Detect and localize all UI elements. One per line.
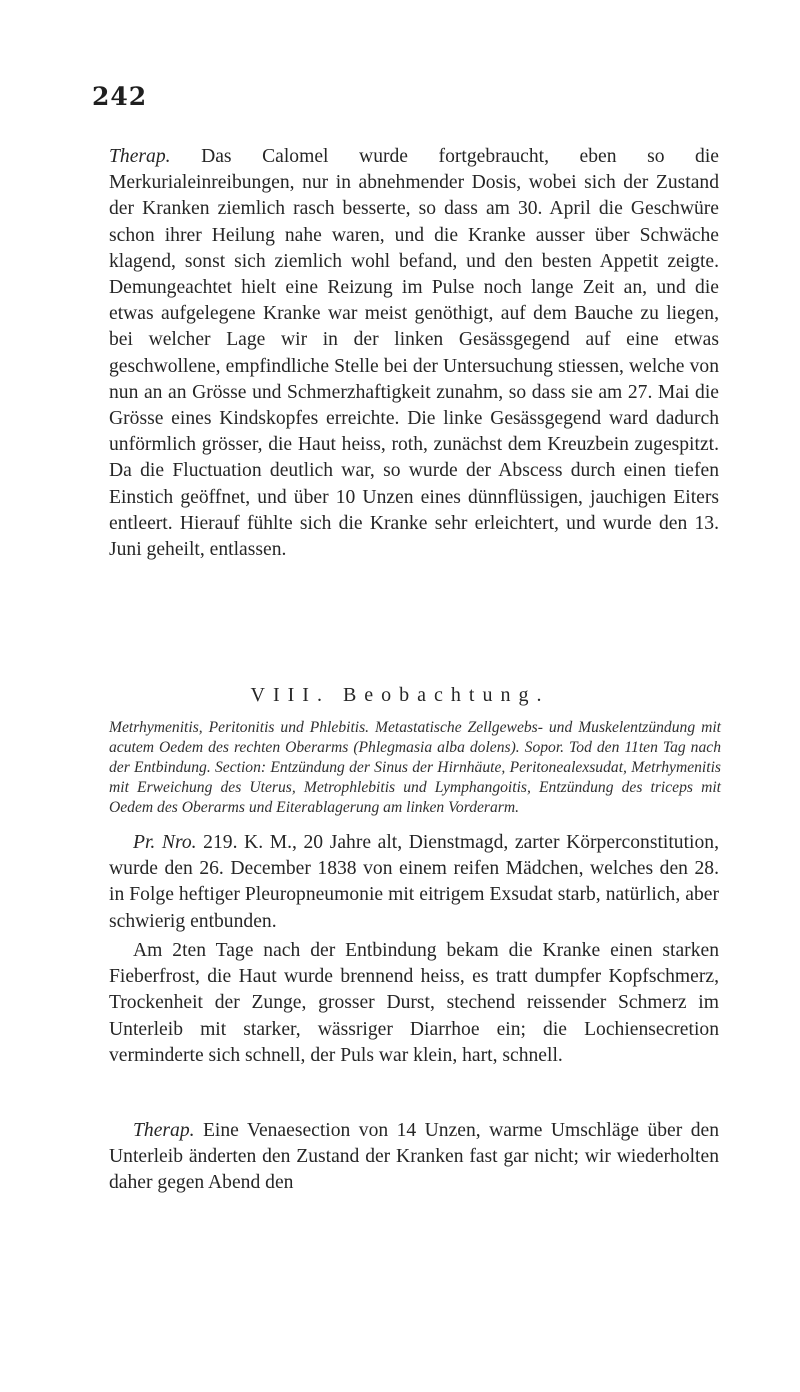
section-heading: VIII. Beobachtung. bbox=[250, 684, 550, 706]
case-number-label: Pr. Nro. bbox=[133, 832, 197, 853]
paragraph-case-course bbox=[109, 938, 719, 1069]
page-number: 242 bbox=[92, 82, 148, 111]
paragraph-case-intro bbox=[109, 830, 719, 935]
paragraph-text: Am 2ten Tage nach der Entbindung bekam die Kranke einen starken Fieberfrost, die Haut wurde brennend heiss, es tratt dumpfer Kopfschmerz, Trockenheit der Zunge, grosser Durst, stechend reissender Schmerz im Unterleib mit starker, wässriger Diarrhoe ein; die Lochiensecretion verminderte sich schnell, der Puls war klein, hart, schnell. bbox=[109, 940, 719, 1066]
paragraph-text: Das Calomel wurde fortgebraucht, eben so die Merkurialeinreibungen, nur in abnehmender Dosis, wobei sich der Zustand der Kranken ziemlich rasch besserte, so dass am 30. April die Geschwüre schon ihrer Heilung nahe waren, und die Kranke ausser über Schwäche klagend, sonst sich ziemlich wohl befand, und den besten Appetit zeigte. Demungeachtet hielt eine Reizung im Pulse noch lange Zeit an, und die etwas aufgelegene Kranke war meist genöthigt, auf dem Bauche zu liegen, bei welcher Lage wir in der linken Gesässgegend auf eine etwas geschwollene, empfindliche Stelle bei der Untersuchung stiessen, welche von nun an an Grösse und Schmerzhaftigkeit zunahm, so dass sie am 27. Mai die Grösse eines Kindskopfes erreichte. Die linke Gesässgegend ward dadurch unförmlich grösser, die Haut heiss, roth, zunächst dem Kreuzbein zugespitzt. Da die Fluctuation deutlich war, so wurde der Abscess durch einen tiefen Einstich geöffnet, und über 10 Unzen eines dünnflüssigen, jauchigen Eiters entleert. Hierauf fühlte sich die Kranke sehr erleichtert, und wurde den 13. Juni geheilt, entlassen. bbox=[109, 146, 719, 561]
paragraph-text: 219. K. M., 20 Jahre alt, Dienstmagd, zarter Körperconstitution, wurde den 26. December 1838 von einem reifen Mädchen, welches den 28. in Folge heftiger Pleuropneumonie mit eitrigem Exsudat starb, natürlich, aber schwierig entbunden. bbox=[109, 832, 719, 932]
therapy-label: Therap. bbox=[133, 1120, 195, 1141]
case-title: Metrhymenitis, Peritonitis und Phlebitis. Metastatische Zellgewebs- und Muskelentzündung mit acutem Oedem des rechten Oberarms (Phlegmasia alba dolens). Sopor. Tod den 11ten Tag nach der Entbindung. Section: Entzündung der Sinus der Hirnhäute, Peritonealexsudat, Metrhymenitis mit Erweichung des Uterus, Metrophlebitis und Lymphangoitis, Entzündung des triceps mit Oedem des Oberarms und Eiterablagerung am linken Vorderarm. bbox=[109, 719, 721, 816]
paragraph-therapy-continuation bbox=[109, 144, 719, 563]
paragraph-text: Eine Venaesection von 14 Unzen, warme Umschläge über den Unterleib änderten den Zustand der Kranken fast gar nicht; wir wiederholten daher gegen Abend den bbox=[109, 1120, 719, 1194]
paragraph-case-therapy bbox=[109, 1118, 719, 1197]
therapy-label: Therap. bbox=[109, 146, 171, 167]
